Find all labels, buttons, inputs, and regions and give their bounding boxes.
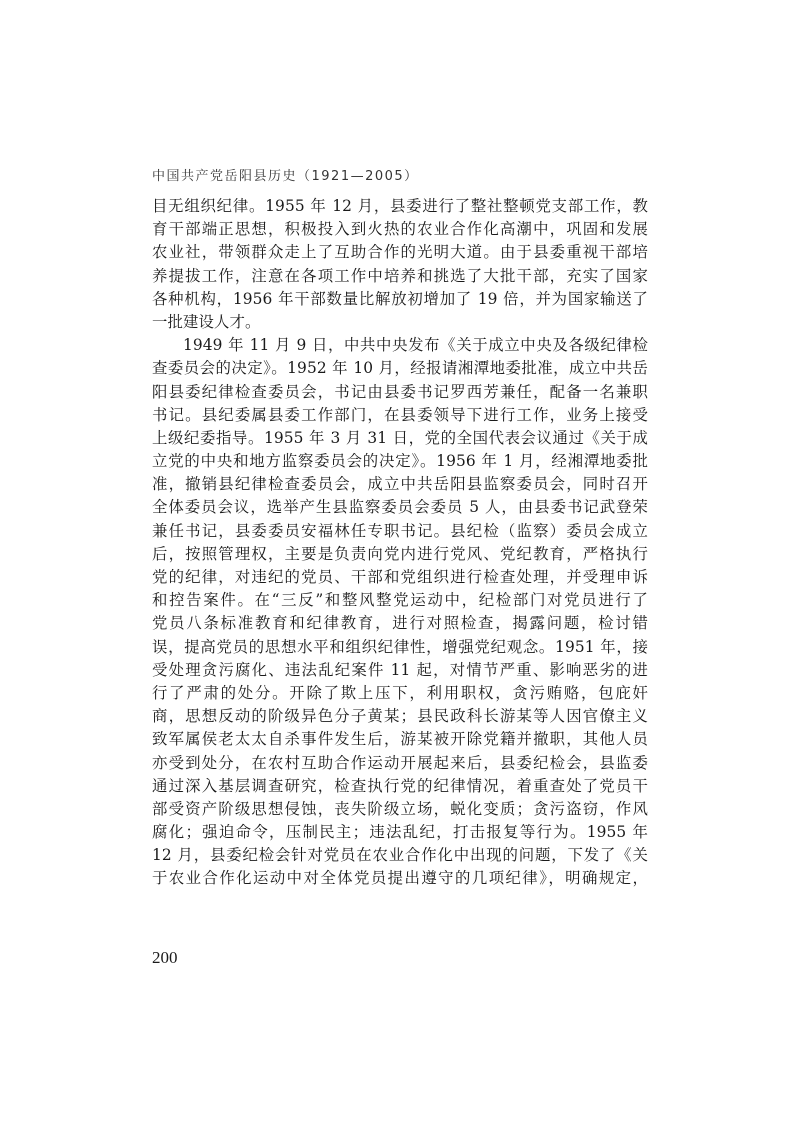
text-line: 部受资产阶级思想侵蚀，丧失阶级立场，蜕化变质；贪污盗窃，作风 [152,799,648,818]
text-line: 阳县委纪律检查委员会，书记由县委书记罗西芳兼任，配备一名兼职 [152,382,648,401]
text-line: 致军属侯老太太自杀事件发生后，游某被开除党籍并撤职，其他人员 [152,730,648,749]
text-line: 和控告案件。在“三反”和整风整党运动中，纪检部门对党员进行了 [152,591,648,610]
text-line: 立党的中央和地方监察委员会的决定》。1956 年 1 月，经湘潭地委批 [152,452,648,471]
paragraph-2 [152,334,648,891]
text-line: 各种机构，1956 年干部数量比解放初增加了 19 倍，并为国家输送了 [152,289,648,308]
text-line: 养提拔工作，注意在各项工作中培养和挑选了大批干部，充实了国家 [152,266,648,285]
text-line: 上级纪委指导。1955 年 3 月 31 日，党的全国代表会议通过《关于成 [152,428,648,447]
text-line: 查委员会的决定》。1952 年 10 月，经报请湘潭地委批准，成立中共岳 [152,359,648,378]
text-line: 党的纪律，对违纪的党员、干部和党组织进行检查处理，并受理申诉 [152,568,648,586]
text-line: 商，思想反动的阶级异色分子黄某；县民政科长游某等人因官僚主义 [152,707,648,726]
paragraph-1 [152,195,648,334]
text-line: 受处理贪污腐化、违法乱纪案件 11 起，对情节严重、影响恶劣的进 [152,660,648,679]
text-line: 党员八条标准教育和纪律教育，进行对照检查，揭露问题，检讨错 [152,614,648,633]
text-line: 12 月，县委纪检会针对党员在农业合作化中出现的问题，下发了《关 [152,846,648,865]
text-line: 兼任书记，县委委员安福林任专职书记。县纪检（监察）委员会成立 [152,521,648,540]
text-line: 农业社，带领群众走上了互助合作的光明大道。由于县委重视干部培 [152,243,648,262]
text-line: 目无组织纪律。1955 年 12 月，县委进行了整社整顿党支部工作，教 [152,197,648,215]
text-line: 准，撤销县纪律检查委员会，成立中共岳阳县监察委员会，同时召开 [152,475,648,494]
text-line: 后，按照管理权，主要是负责向党内进行党风、党纪教育，严格执行 [152,544,648,563]
text-line: 全体委员会议，选举产生县监察委员会委员 5 人，由县委书记武登荣 [152,498,648,517]
body-text [152,195,648,891]
text-line: 书记。县纪委属县委工作部门，在县委领导下进行工作，业务上接受 [152,405,648,424]
running-header: 中国共产党岳阳县历史（1921—2005） [152,169,419,184]
text-line: 一批建设人才。 [152,312,261,331]
text-line: 腐化；强迫命令，压制民主；违法乱纪，打击报复等行为。1955 年 [152,823,648,842]
page-number: 200 [152,948,178,967]
text-line: 误，提高党员的思想水平和组织纪律性，增强党纪观念。1951 年，接 [152,637,648,656]
text-line: 行了严肃的处分。开除了欺上压下，利用职权，贪污贿赂，包庇奸 [152,683,648,702]
text-line: 育干部端正思想，积极投入到火热的农业合作化高潮中，巩固和发展 [152,220,648,239]
text-line: 通过深入基层调查研究，检查执行党的纪律情况，着重查处了党员干 [152,776,648,795]
text-line: 亦受到处分，在农村互助合作运动开展起来后，县委纪检会，县监委 [152,753,648,772]
text-line: 于农业合作化运动中对全体党员提出遵守的几项纪律》，明确规定， [152,869,648,888]
text-line: 1949 年 11 月 9 日，中共中央发布《关于成立中央及各级纪律检 [183,336,648,355]
